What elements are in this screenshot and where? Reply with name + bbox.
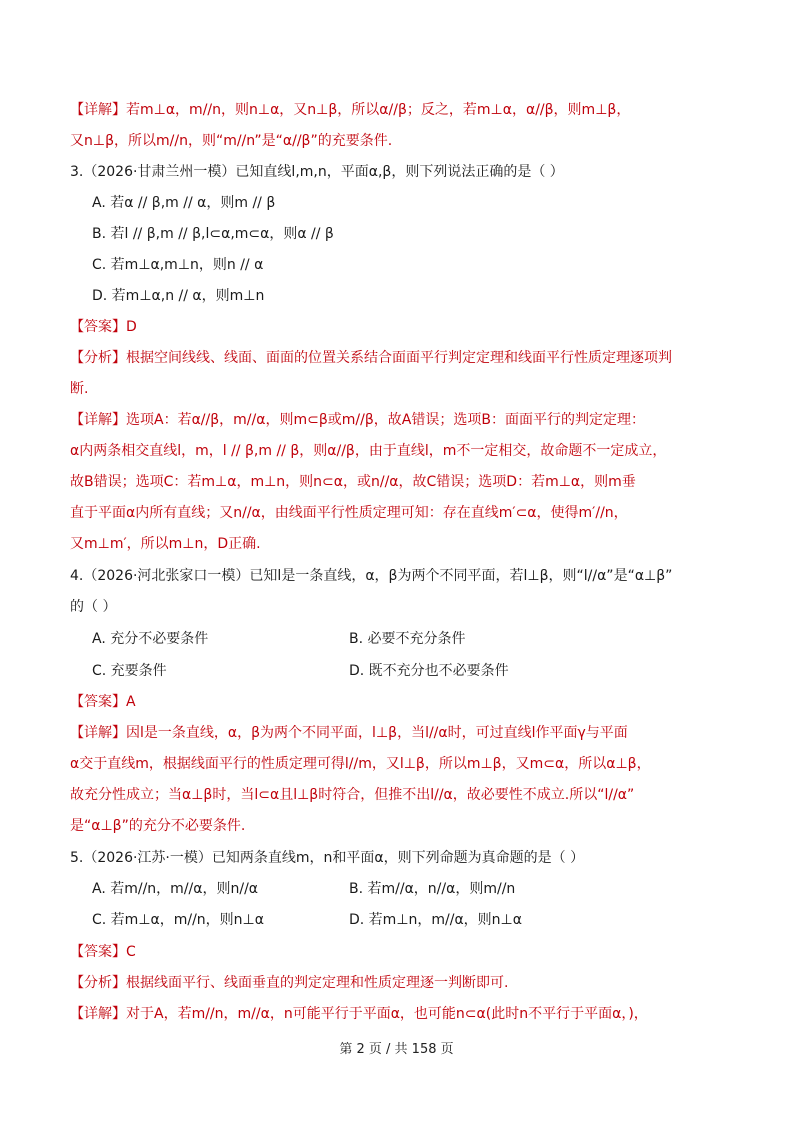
option-c: C. 若m⊥α,m⊥n，则n // α	[92, 257, 264, 273]
option-d: D. 若m⊥n，m//α，则n⊥α	[349, 912, 522, 928]
detail-line: α交于直线m，根据线面平行的性质定理可得l//m，又l⊥β，所以m⊥β，又m⊂α，所以α⊥β，	[70, 756, 651, 772]
detail-line: 故充分性成立；当α⊥β时，当l⊂α且l⊥β时符合，但推不出l//α，故必要性不成立.所以“l//α”	[70, 787, 635, 803]
detail-line: 又m⊥m′，所以m⊥n，D正确.	[70, 536, 261, 552]
question-5-stem: 5.（2026·江苏·一模）已知两条直线m，n和平面α，则下列命题为真命题的是（ ）	[70, 850, 585, 866]
detail-line: 直于平面α内所有直线；又n//α，由线面平行性质定理可知：存在直线m′⊂α，使得m′//n，	[70, 505, 628, 521]
option-b: B. 必要不充分条件	[349, 631, 466, 647]
option-row	[92, 629, 753, 649]
detail-line: α内两条相交直线l，m，l // β,m // β，则α//β，由于直线l，m不一定相交，故命题不一定成立，	[70, 443, 667, 459]
option-row	[92, 910, 753, 930]
detail-line: 故B错误；选项C：若m⊥α，m⊥n，则n⊂α，或n//α，故C错误；选项D：若m⊥α，则m垂	[70, 474, 636, 490]
option-d: D. 既不充分也不必要条件	[349, 663, 509, 679]
analysis-line: 【分析】根据线面平行、线面垂直的判定定理和性质定理逐一判断即可.	[70, 975, 509, 991]
answer-line: 【答案】A	[70, 694, 136, 710]
option-c: C. 充要条件	[92, 663, 167, 679]
page-footer: 第 2 页 / 共 158 页	[339, 1042, 454, 1057]
detail-line: 【详解】对于A，若m//n，m//α，n可能平行于平面α，也可能n⊂α(此时n不平行于平面α，)，	[70, 1006, 648, 1022]
text-line: 【详解】若m⊥α，m//n，则n⊥α，又n⊥β，所以α//β；反之，若m⊥α，α//β，则m⊥β，	[70, 102, 631, 118]
option-a: A. 充分不必要条件	[92, 631, 209, 647]
question-4-stem: 4.（2026·河北张家口一模）已知l是一条直线，α，β为两个不同平面，若l⊥β，则“l//α”是“α⊥β”	[70, 568, 673, 584]
detail-line: 是“α⊥β”的充分不必要条件.	[70, 818, 246, 834]
answer-line: 【答案】D	[70, 319, 137, 335]
question-4-stem: 的（ ）	[70, 599, 117, 615]
analysis-line: 断.	[70, 381, 89, 397]
option-a: A. 若m//n，m//α，则n//α	[92, 881, 259, 897]
analysis-line: 【分析】根据空间线线、线面、面面的位置关系结合面面平行判定定理和线面平行性质定理逐项判	[70, 350, 672, 366]
option-row	[92, 661, 753, 681]
option-b: B. 若l // β,m // β,l⊂α,m⊂α，则α // β	[92, 226, 334, 242]
detail-line: 【详解】选项A：若α//β，m//α，则m⊂β或m//β，故A错误；选项B：面面平行的判定定理：	[70, 412, 645, 428]
option-d: D. 若m⊥α,n // α，则m⊥n	[92, 288, 265, 304]
option-c: C. 若m⊥α，m//n，则n⊥α	[92, 912, 264, 928]
text-line: 又n⊥β，所以m//n，则“m//n”是“α//β”的充要条件.	[70, 133, 393, 149]
question-3-stem: 3.（2026·甘肃兰州一模）已知直线l,m,n，平面α,β，则下列说法正确的是（ ）	[70, 164, 564, 180]
option-b: B. 若m//α，n//α，则m//n	[349, 881, 516, 897]
option-a: A. 若α // β,m // α，则m // β	[92, 195, 276, 211]
detail-line: 【详解】因l是一条直线，α，β为两个不同平面，l⊥β，当l//α时，可过直线l作平面γ与平面	[70, 725, 628, 741]
answer-line: 【答案】C	[70, 944, 136, 960]
option-row	[92, 879, 753, 899]
